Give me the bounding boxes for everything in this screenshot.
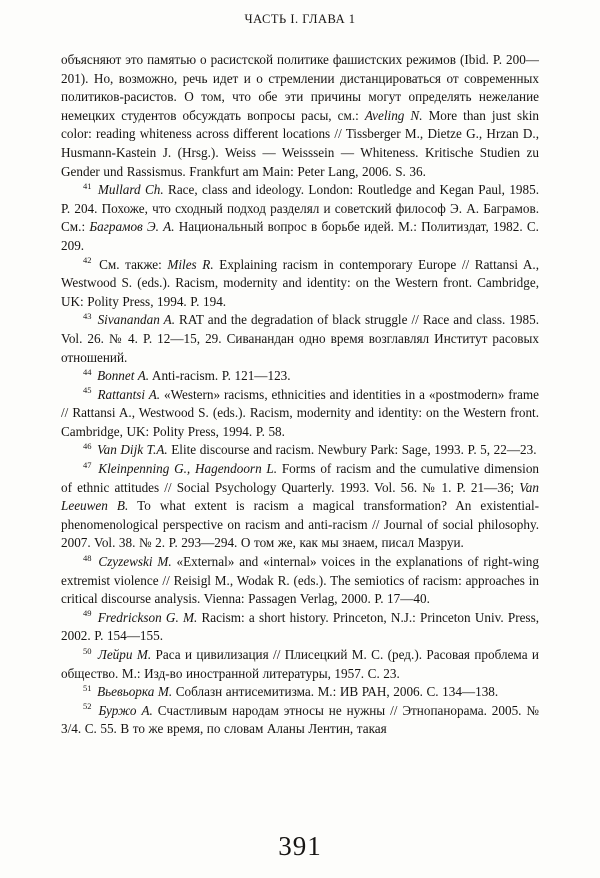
citation-author: Van Leeuwen B. [61, 479, 539, 514]
citation-author: Fredrickson G. M. [97, 609, 198, 625]
content-paragraphs [61, 51, 539, 739]
footnote-number: 50 [83, 645, 92, 656]
citation-author: Bonnet A. [97, 368, 150, 384]
citation-text: Национальный вопрос в борьбе идей. М.: Политиздат, 1982. С. 209. [61, 219, 539, 253]
footnote-49 [61, 609, 539, 646]
running-head: ЧАСТЬ I. ГЛАВА 1 [244, 12, 356, 26]
citation-author: Van Dijk T.A. [97, 442, 168, 458]
footnote-51 [61, 683, 539, 702]
footnote-46 [61, 441, 539, 460]
footnote-52 [61, 702, 539, 739]
citation-text: Forms of racism and the cumulative dimension of ethnic attitudes // Social Psychology Quarterly. 1993. Vol. 56. № 1. P. 21—36; [61, 461, 540, 495]
citation-author: Вьевьорка М. [97, 684, 173, 700]
footnote-number: 47 [83, 459, 92, 470]
footnote-48 [61, 553, 539, 609]
footnote-number: 44 [83, 366, 92, 377]
citation-author: Czyzewski M. [98, 554, 172, 570]
footnote-number: 52 [83, 701, 92, 712]
citation-text: Соблазн антисемитизма. М.: ИВ РАН, 2006. С. 134—138. [172, 684, 499, 700]
citation-author: Лейри М. [97, 647, 152, 662]
citation-text: Anti-racism. P. 121—123. [149, 368, 291, 384]
footnote-number: 43 [83, 310, 92, 321]
citation-author: Sivanandan A. [97, 312, 175, 328]
page-number: 391 [278, 831, 322, 861]
footnote-50 [61, 646, 539, 683]
citation-author: Баграмов Э. А. [89, 219, 175, 235]
footnote-44 [61, 367, 539, 386]
footnote-number: 42 [83, 255, 92, 266]
citation-text: Счастливым народам этносы не нужны // Этнопанорама. 2005. № 3/4. С. 55. В то же время, по словам Аланы Лентин, такая [61, 702, 539, 737]
footnote-43 [61, 311, 539, 367]
body-paragraph [61, 51, 539, 181]
citation-text: More than just skin color: reading whiteness across different locations // Tissberger M., Dietze G., Hrzan D., Husmann-Kastein J. (Hrsg.). Weiss — Weisssein — Whiteness. Kritische Studien zu Gender und Rassismus. Frankfurt am Main: Peter Lang, 2006. S. 36. [61, 107, 539, 179]
citation-text: RAT and the degradation of black struggle // Race and class. 1985. Vol. 26. № 4. P. 12—15, 29. Сиванандан одно время возглавлял Институт расовых отношений. [61, 312, 539, 365]
citation-text: Racism: a short history. Princeton, N.J.: Princeton Univ. Press, 2002. P. 154—155. [61, 609, 539, 644]
footnote-number: 46 [83, 441, 92, 452]
citation-text: Race, class and ideology. London: Routledge and Kegan Paul, 1985. P. 204. Похоже, что сходный подход разделял и советский философ Э. А. Баграмов. См.: [61, 182, 540, 235]
citation-text: To what extent is racism a magical transformation? An existential-phenomenological perspective on racism and anti-racism // Journal of social philosophy. 2007. Vol. 38. № 2. P. 293—294. О том же, как мы знаем, писал Мазруи. [61, 498, 540, 551]
footnote-45 [61, 386, 539, 442]
citation-author: Mullard Ch. [97, 182, 164, 198]
footnote-number: 45 [83, 385, 92, 396]
citation-author: Буржо А. [98, 702, 153, 718]
citation-author: Miles R. [167, 256, 214, 272]
footnote-47 [61, 460, 539, 553]
citation-author: Rattantsi A. [97, 386, 161, 402]
footnote-number: 51 [83, 682, 92, 693]
citation-author: Kleinpenning G., Hagendoorn L. [98, 461, 278, 477]
citation-text: Elite discourse and racism. Newbury Park: Sage, 1993. P. 5, 22—23. [167, 442, 537, 458]
citation-text: «External» and «internal» voices in the explanations of right-wing extremist violence // Reisigl M., Wodak R. (eds.). The semiotics of racism: approaches in critical discourse analysis. Vienna: Passagen Verlag, 2000. P. 17—40. [61, 554, 539, 607]
citation-author: Aveling N. [364, 107, 423, 123]
footnote-42 [61, 256, 539, 312]
citation-text: Раса и цивилизация // Плисецкий М. С. (ред.). Расовая проблема и общество. М.: Изд-во иностранной литературы, 1957. С. 23. [61, 647, 539, 681]
citation-text: Explaining racism in contemporary Europe // Rattansi A., Westwood S. (eds.). Racism, modernity and identity: on the Western front. Cambridge, UK: Polity Press, 1994. P. 194. [61, 256, 539, 309]
citation-text: См. также: [99, 256, 168, 272]
footnote-41 [61, 181, 539, 255]
citation-text: объясняют это памятью о расистской политике фашистских режимов (Ibid. P. 200—201). Но, возможно, речь идет и о стремлении дистанцироваться от современных политиков-расистов. О том, что обе эти причины могут определять нежелание немецких студентов обсуждать вопросы расы, см.: [61, 52, 539, 123]
footnote-number: 48 [83, 552, 92, 563]
footnote-number: 41 [83, 180, 92, 191]
footnote-number: 49 [83, 608, 92, 619]
citation-text: «Western» racisms, ethnicities and identities in a «postmodern» frame // Rattansi A., Westwood S. (eds.). Racism, modernity and identity: on the Western front. Cambridge, UK: Polity Press, 1994. P. 58. [61, 386, 539, 439]
